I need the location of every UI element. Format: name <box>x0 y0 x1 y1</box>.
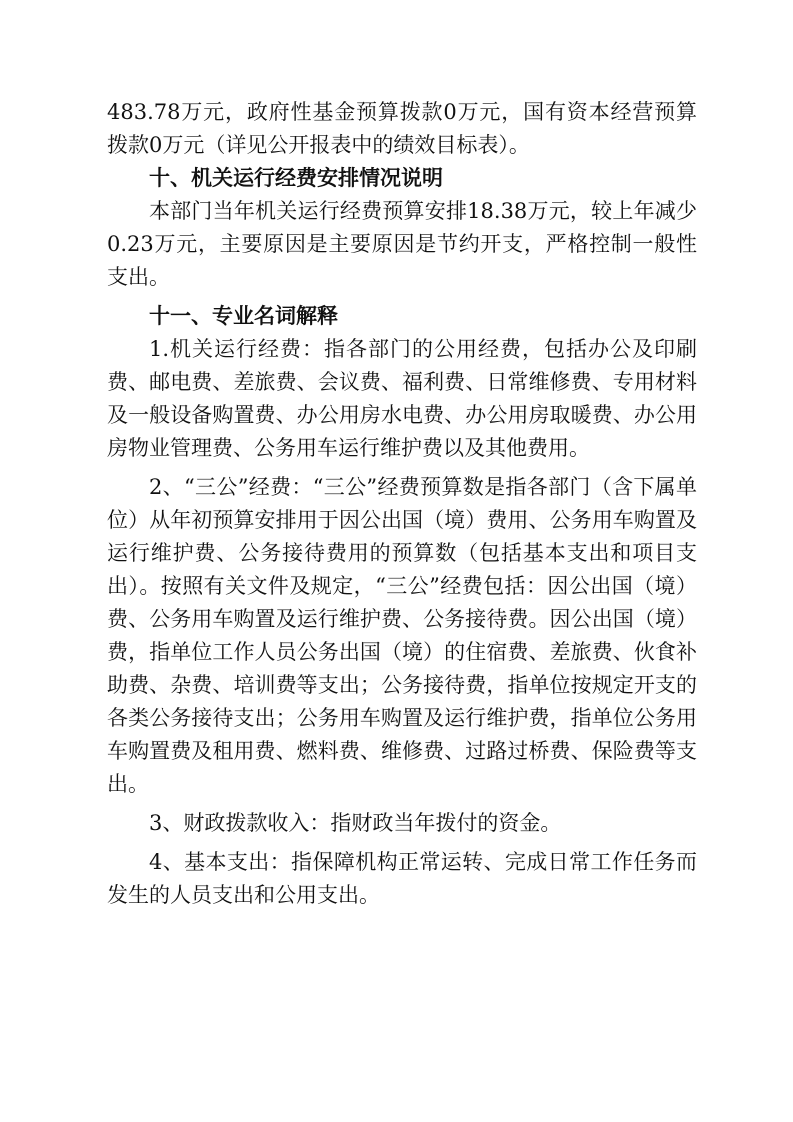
heading-section-11: 十一、专业名词解释 <box>149 304 338 328</box>
document-body <box>107 96 697 912</box>
paragraph-term-operating-expenses: 1.机关运行经费：指各部门的公用经费，包括办公及印刷费、邮电费、差旅费、会议费、福利费、日常维修费、专用材料及一般设备购置费、办公用房水电费、办公用房取暖费、办公用房物业管理费、公务用车运行维护费以及其他费用。 <box>107 337 697 460</box>
paragraph-performance-target-continuation: 483.78万元，政府性基金预算拨款0万元，国有资本经营预算拨款0万元（详见公开报表中的绩效目标表）。 <box>107 100 697 157</box>
heading-section-10: 十、机关运行经费安排情况说明 <box>149 166 443 190</box>
paragraph-operating-expenses: 本部门当年机关运行经费预算安排18.38万元，较上年减少0.23万元，主要原因是主要原因是节约开支，严格控制一般性支出。 <box>107 199 697 289</box>
paragraph-term-basic-expenditure: 4、基本支出：指保障机构正常运转、完成日常工作任务而发生的人员支出和公用支出。 <box>107 850 697 907</box>
paragraph-term-three-public: 2、“三公”经费：“三公”经费预算数是指各部门（含下属单位）从年初预算安排用于因公出国（境）费用、公务用车购置及运行维护费、公务接待费用的预算数（包括基本支出和项目支出）。按照有关文件及规定，“三公”经费包括：因公出国（境）费、公务用车购置及运行维护费、公务接待费。因公出国（境）费，指单位工作人员公务出国（境）的住宿费、差旅费、伙食补助费、杂费、培训费等支出；公务接待费，指单位按规定开支的各类公务接待支出；公务用车购置及运行维护费，指单位公务用车购置费及租用费、燃料费、维修费、过路过桥费、保险费等支出。 <box>107 475 697 796</box>
paragraph-term-fiscal-income: 3、财政拨款收入：指财政当年拨付的资金。 <box>149 811 562 835</box>
